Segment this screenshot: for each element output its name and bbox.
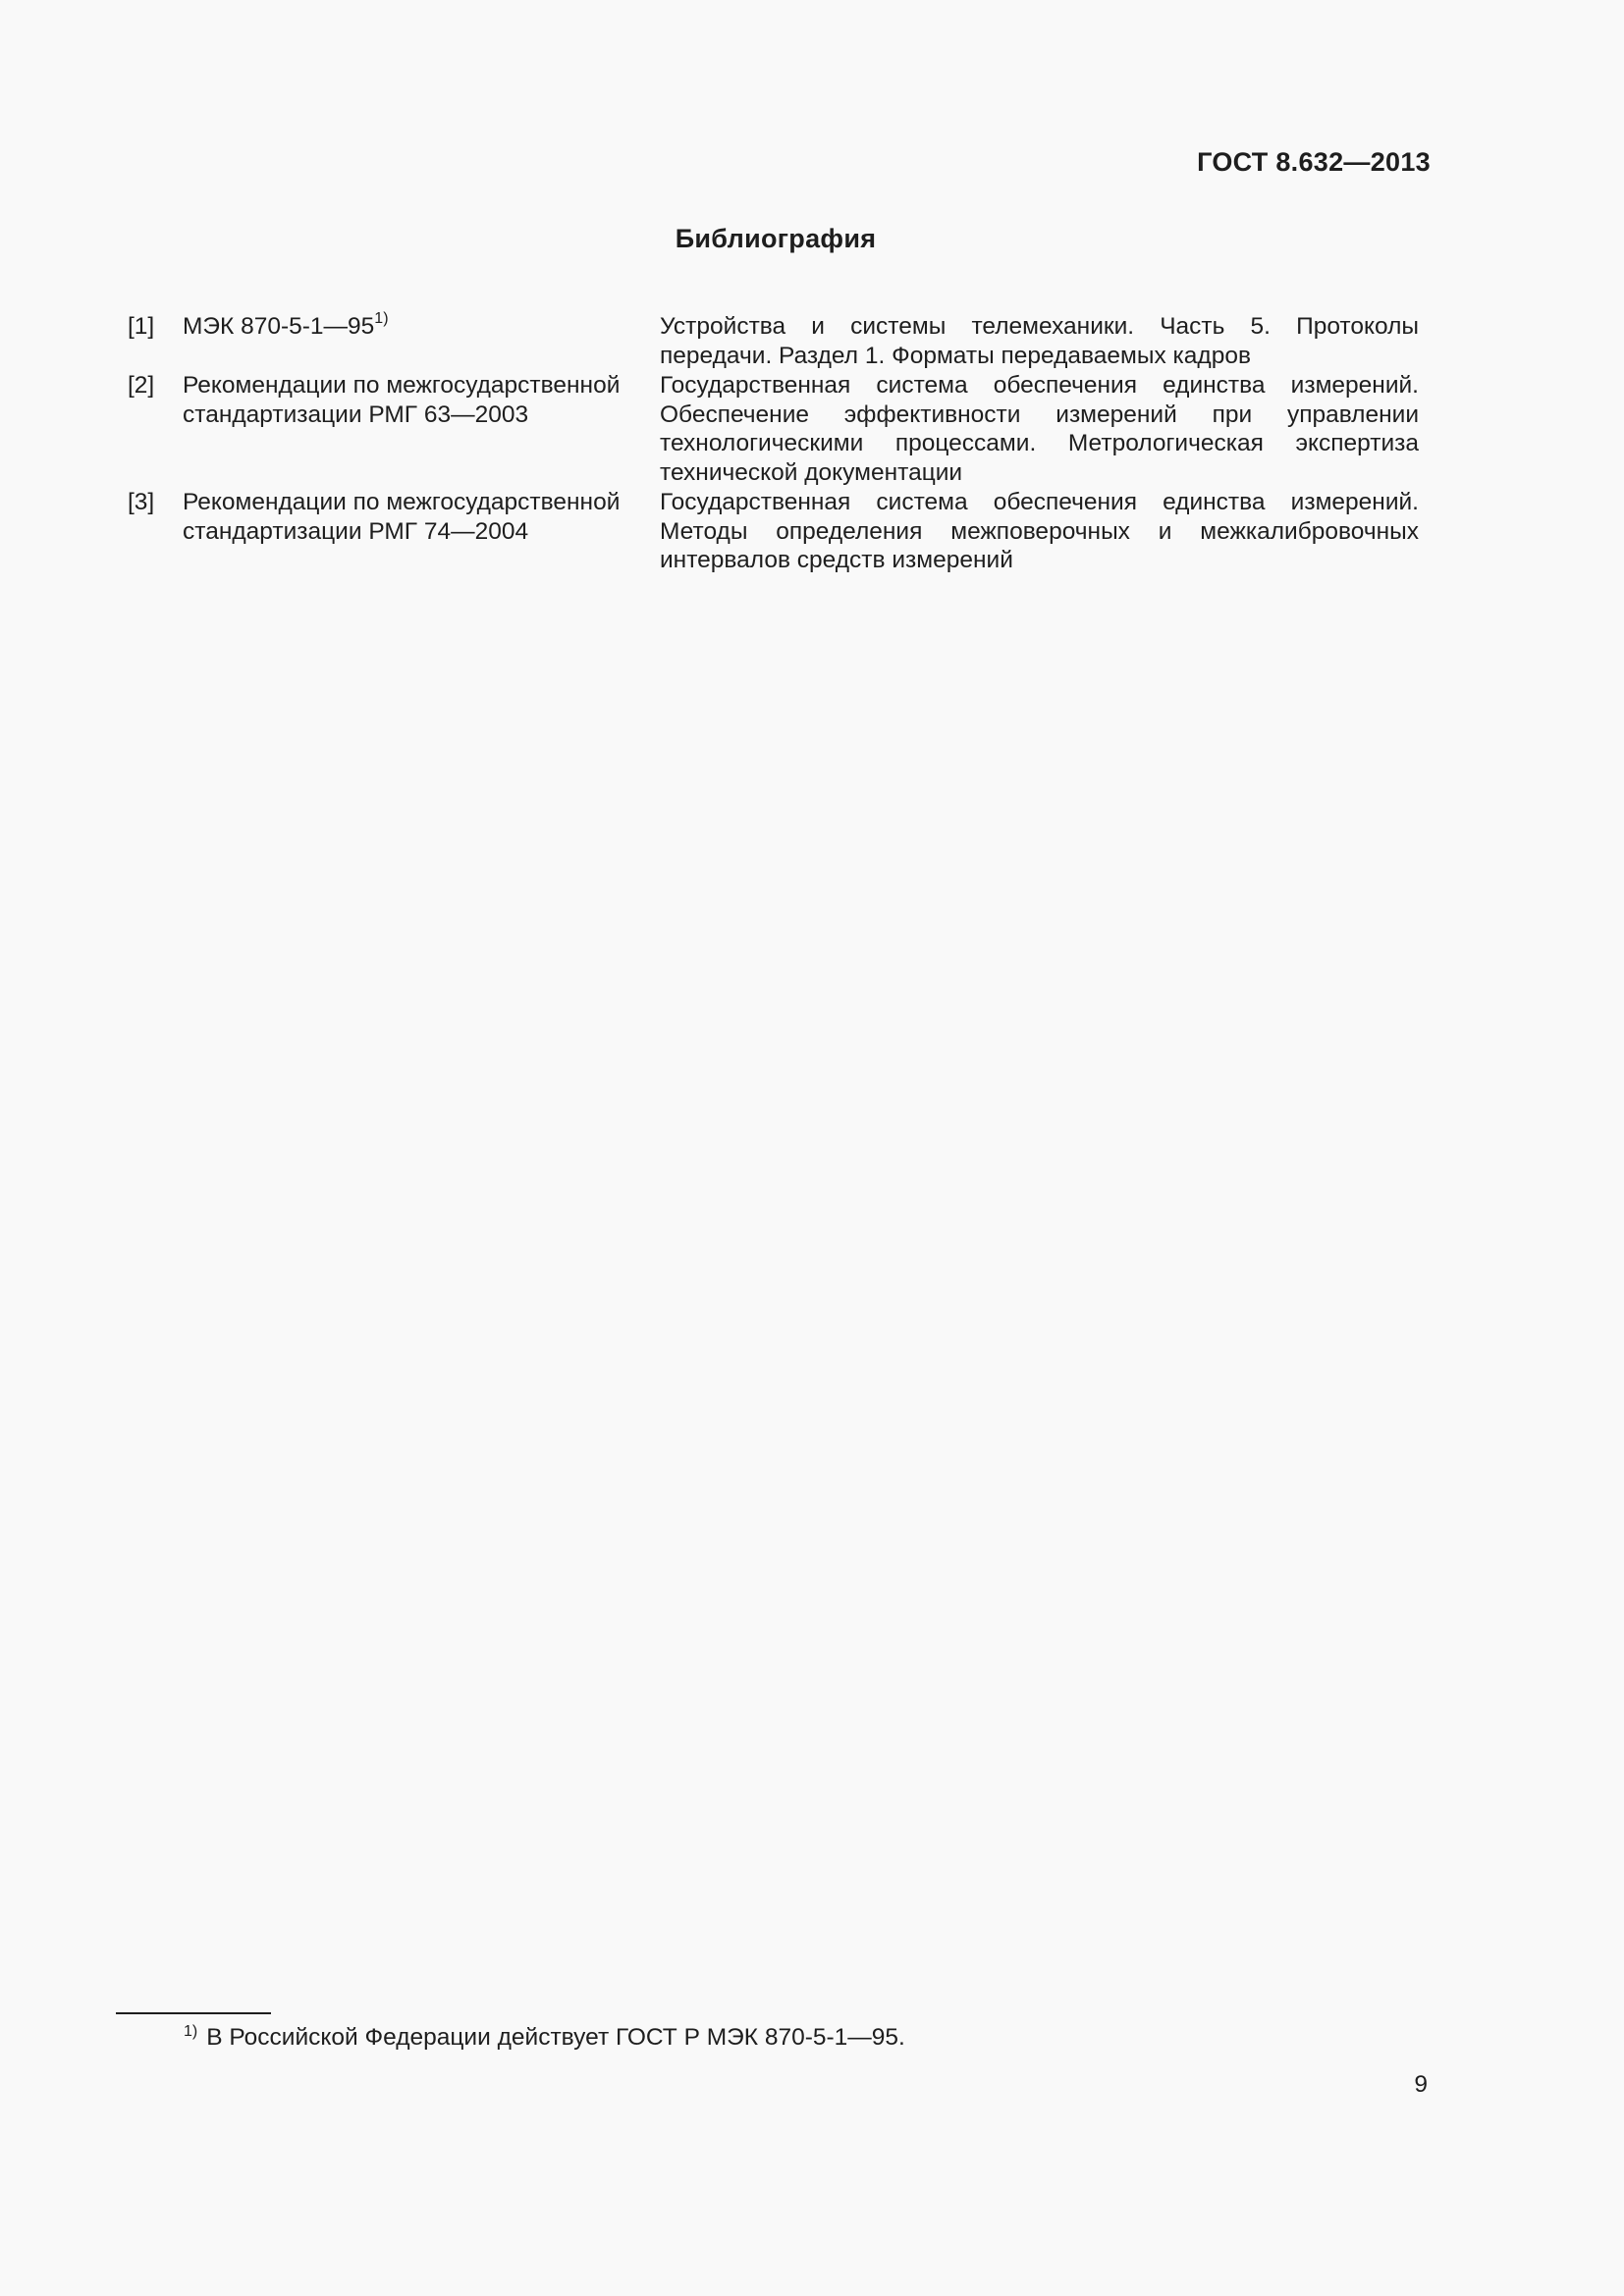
bibliography-entry xyxy=(128,488,1419,575)
footnote-text: В Российской Федерации действует ГОСТ Р МЭК 870-5-1—95. xyxy=(206,2024,905,2051)
footnote-mark: 1) xyxy=(184,2023,198,2040)
entry-number: [1] xyxy=(128,313,155,340)
bibliography-entry xyxy=(128,309,1419,370)
page-number: 9 xyxy=(1414,2071,1428,2098)
bibliography-list xyxy=(128,309,1419,576)
entry-source xyxy=(183,309,658,370)
entry-source: Рекомендации по межгосударственной стандартизации РМГ 74—2004 xyxy=(183,489,621,545)
section-title: Библиография xyxy=(675,224,877,253)
entry-number: [3] xyxy=(128,489,155,515)
entry-number: [2] xyxy=(128,372,155,399)
footnote xyxy=(184,2023,905,2056)
entry-title: Государственная система обеспечения единства измерений. Методы определения межповерочных и межкалибровочных интервалов средств измерений xyxy=(660,489,1419,573)
document-code: ГОСТ 8.632—2013 xyxy=(1197,147,1431,177)
entry-title: Государственная система обеспечения единства измерений. Обеспечение эффективности измерений при управлении технологическими процессами. Метрологическая экспертиза технической документации xyxy=(660,372,1419,486)
footnote-reference: 1) xyxy=(374,309,389,327)
entry-title: Устройства и системы телемеханики. Часть 5. Протоколы передачи. Раздел 1. Форматы передаваемых кадров xyxy=(660,313,1419,369)
entry-source: Рекомендации по межгосударственной стандартизации РМГ 63—2003 xyxy=(183,372,621,428)
footnote-separator xyxy=(116,2012,271,2014)
entry-source-text: МЭК 870-5-1—95 xyxy=(183,313,375,340)
bibliography-entry xyxy=(128,371,1419,487)
